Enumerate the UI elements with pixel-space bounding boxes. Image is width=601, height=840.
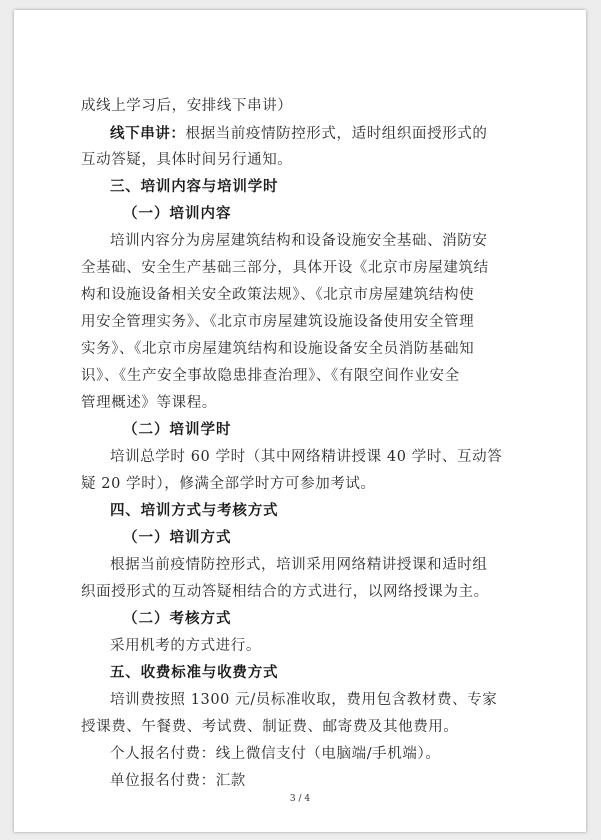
text-line: 识》、《生产安全事故隐患排查治理》、《有限空间作业安全 (81, 368, 460, 384)
text-line: 用安全管理实务》、《北京市房屋建筑设施设备使用安全管理 (81, 314, 475, 330)
subsection-heading: （二）培训学时 (123, 422, 232, 438)
paragraph-offline-lecture (110, 124, 488, 144)
text-line: 成线上学习后，安排线下串讲） (81, 98, 293, 114)
document-page (14, 10, 586, 832)
text-line: 根据当前疫情防控形式，适时组织面授形式的 (185, 126, 488, 142)
offline-lecture-label: 线下串讲： (110, 126, 186, 142)
subsection-heading: （一）培训内容 (123, 206, 232, 222)
text-line: 授课费、午餐费、考试费、制证费、邮寄费及其他费用。 (81, 719, 459, 735)
section-heading: 四、培训方式与考核方式 (110, 503, 279, 519)
text-line: 培训内容分为房屋建筑结构和设备设施安全基础、消防安 (110, 233, 488, 249)
text-line: 管理概述》等课程。 (81, 395, 217, 411)
section-heading: 三、培训内容与培训学时 (110, 179, 279, 195)
text-line: 互动答疑，具体时间另行通知。 (81, 152, 293, 168)
text-line: 实务》、《北京市房屋建筑结构和设施设备安全员消防基础知 (81, 341, 475, 357)
text-line: 个人报名付费：线上微信支付（电脑端/手机端）。 (110, 746, 441, 762)
text-line: 单位报名付费：汇款 (110, 773, 246, 789)
text-line: 培训费按照 1300 元/员标准收取，费用包含教材费、专家 (110, 692, 498, 708)
page-number: 3 / 4 (289, 794, 311, 804)
text-line: 培训总学时 60 学时（其中网络精讲授课 40 学时、互动答 (110, 449, 503, 465)
text-line: 采用机考的方式进行。 (110, 638, 261, 654)
text-line: 全基础、安全生产基础三部分，具体开设《北京市房屋建筑结 (81, 260, 489, 276)
text-line: 织面授形式的互动答疑相结合的方式进行，以网络授课为主。 (81, 584, 489, 600)
text-line: 构和设施设备相关安全政策法规》、《北京市房屋建筑结构使 (81, 287, 475, 303)
subsection-heading: （一）培训方式 (123, 530, 232, 546)
section-heading: 五、收费标准与收费方式 (110, 665, 279, 681)
text-line: 疑 20 学时），修满全部学时方可参加考试。 (81, 476, 376, 492)
subsection-heading: （二）考核方式 (123, 611, 232, 627)
page-content (14, 10, 586, 832)
text-line: 根据当前疫情防控形式，培训采用网络精讲授课和适时组 (110, 557, 488, 573)
